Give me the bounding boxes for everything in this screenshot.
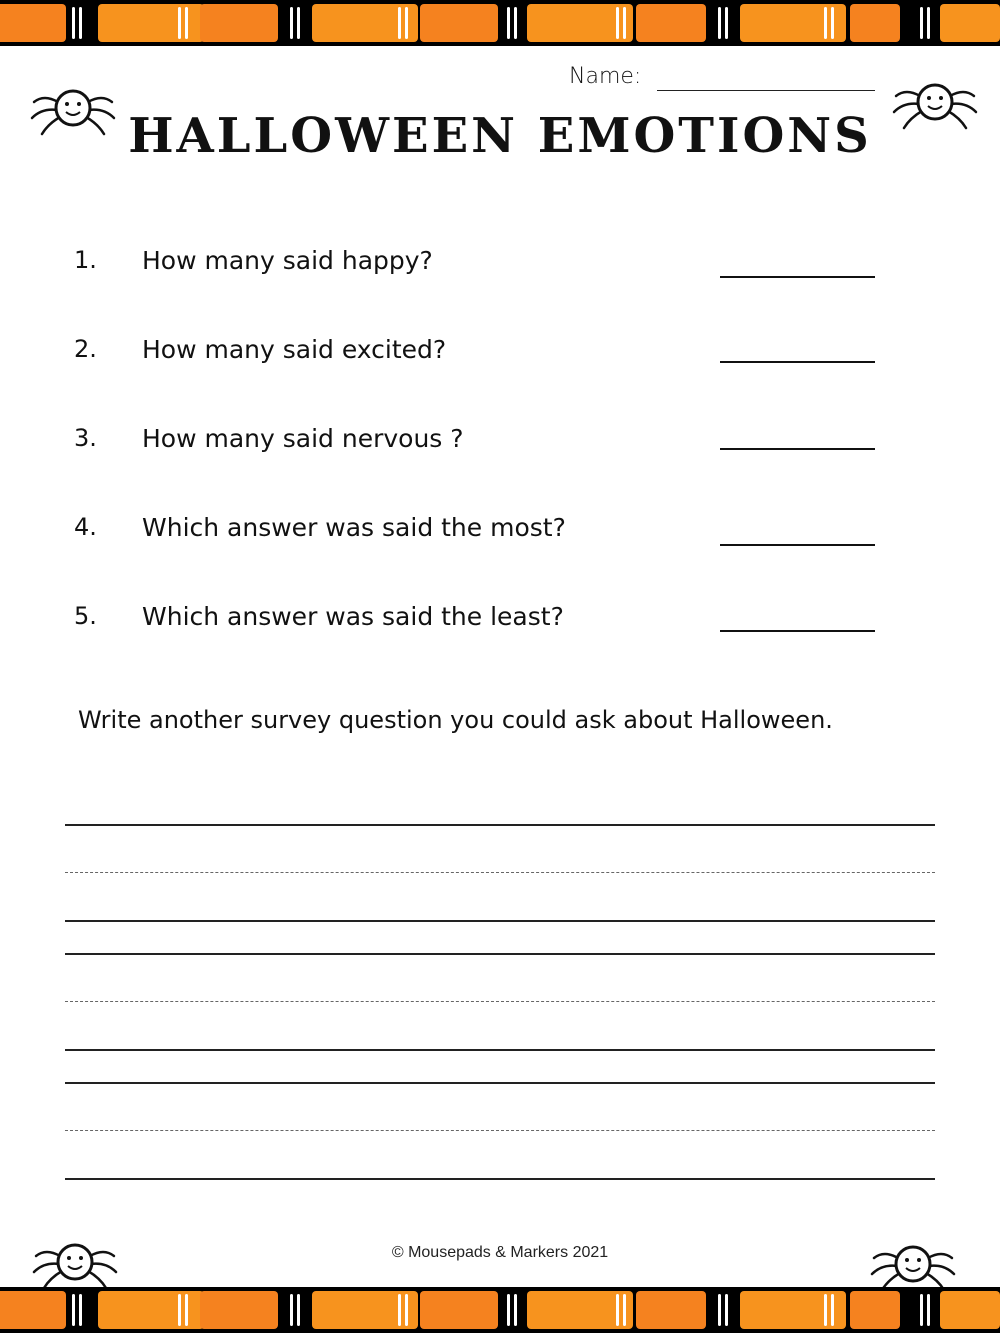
question-number: 2.: [74, 335, 97, 363]
question-number: 5.: [74, 602, 97, 630]
border-stripes: [70, 1291, 86, 1329]
page-title: HALLOWEEN EMOTIONS: [128, 108, 872, 164]
writing-line-mid: [65, 1001, 935, 1002]
border-stripes: [70, 4, 86, 42]
border-stripes: [918, 4, 934, 42]
writing-line-base[interactable]: [65, 1178, 935, 1180]
border-stripes: [614, 4, 630, 42]
question-text: How many said excited?: [142, 335, 447, 364]
border-stripes: [396, 1291, 412, 1329]
border-stripes: [176, 4, 192, 42]
border-stripes: [288, 4, 304, 42]
border-stripes: [822, 4, 838, 42]
top-border: [0, 0, 1000, 46]
question-number: 4.: [74, 513, 97, 541]
border-tile: [0, 1291, 66, 1329]
border-stripes: [505, 1291, 521, 1329]
writing-line-top[interactable]: [65, 1082, 935, 1084]
name-label: Name:: [569, 64, 642, 89]
border-stripes: [716, 4, 732, 42]
border-stripes: [822, 1291, 838, 1329]
writing-line-mid: [65, 872, 935, 873]
writing-prompt: Write another survey question you could ask about Halloween.: [78, 706, 833, 734]
question-text: How many said happy?: [142, 246, 433, 275]
border-tile: [420, 4, 498, 42]
border-tile: [636, 4, 706, 42]
question-item: [0, 335, 1000, 375]
writing-line-top[interactable]: [65, 824, 935, 826]
question-text: Which answer was said the most?: [142, 513, 566, 542]
writing-line-top[interactable]: [65, 953, 935, 955]
border-tile: [940, 1291, 1000, 1329]
border-stripes: [918, 1291, 934, 1329]
writing-line-base[interactable]: [65, 1049, 935, 1051]
writing-line-mid: [65, 1130, 935, 1131]
border-stripes: [505, 4, 521, 42]
question-item: [0, 424, 1000, 464]
answer-line[interactable]: [720, 544, 875, 546]
question-text: How many said nervous ?: [142, 424, 464, 453]
answer-line[interactable]: [720, 448, 875, 450]
border-stripes: [716, 1291, 732, 1329]
answer-line[interactable]: [720, 630, 875, 632]
question-number: 1.: [74, 246, 97, 274]
question-item: [0, 246, 1000, 286]
border-tile: [850, 4, 900, 42]
answer-line[interactable]: [720, 276, 875, 278]
question-item: [0, 513, 1000, 553]
question-item: [0, 602, 1000, 642]
border-tile: [0, 4, 66, 42]
copyright-footer: © Mousepads & Markers 2021: [391, 1244, 609, 1261]
question-text: Which answer was said the least?: [142, 602, 564, 631]
border-tile: [200, 4, 278, 42]
border-tile: [636, 1291, 706, 1329]
bottom-border: [0, 1287, 1000, 1333]
border-tile: [200, 1291, 278, 1329]
question-number: 3.: [74, 424, 97, 452]
border-tile: [850, 1291, 900, 1329]
border-stripes: [614, 1291, 630, 1329]
border-stripes: [176, 1291, 192, 1329]
name-field[interactable]: [657, 90, 875, 91]
border-tile: [940, 4, 1000, 42]
border-stripes: [288, 1291, 304, 1329]
writing-line-base[interactable]: [65, 920, 935, 922]
border-stripes: [396, 4, 412, 42]
answer-line[interactable]: [720, 361, 875, 363]
border-tile: [420, 1291, 498, 1329]
